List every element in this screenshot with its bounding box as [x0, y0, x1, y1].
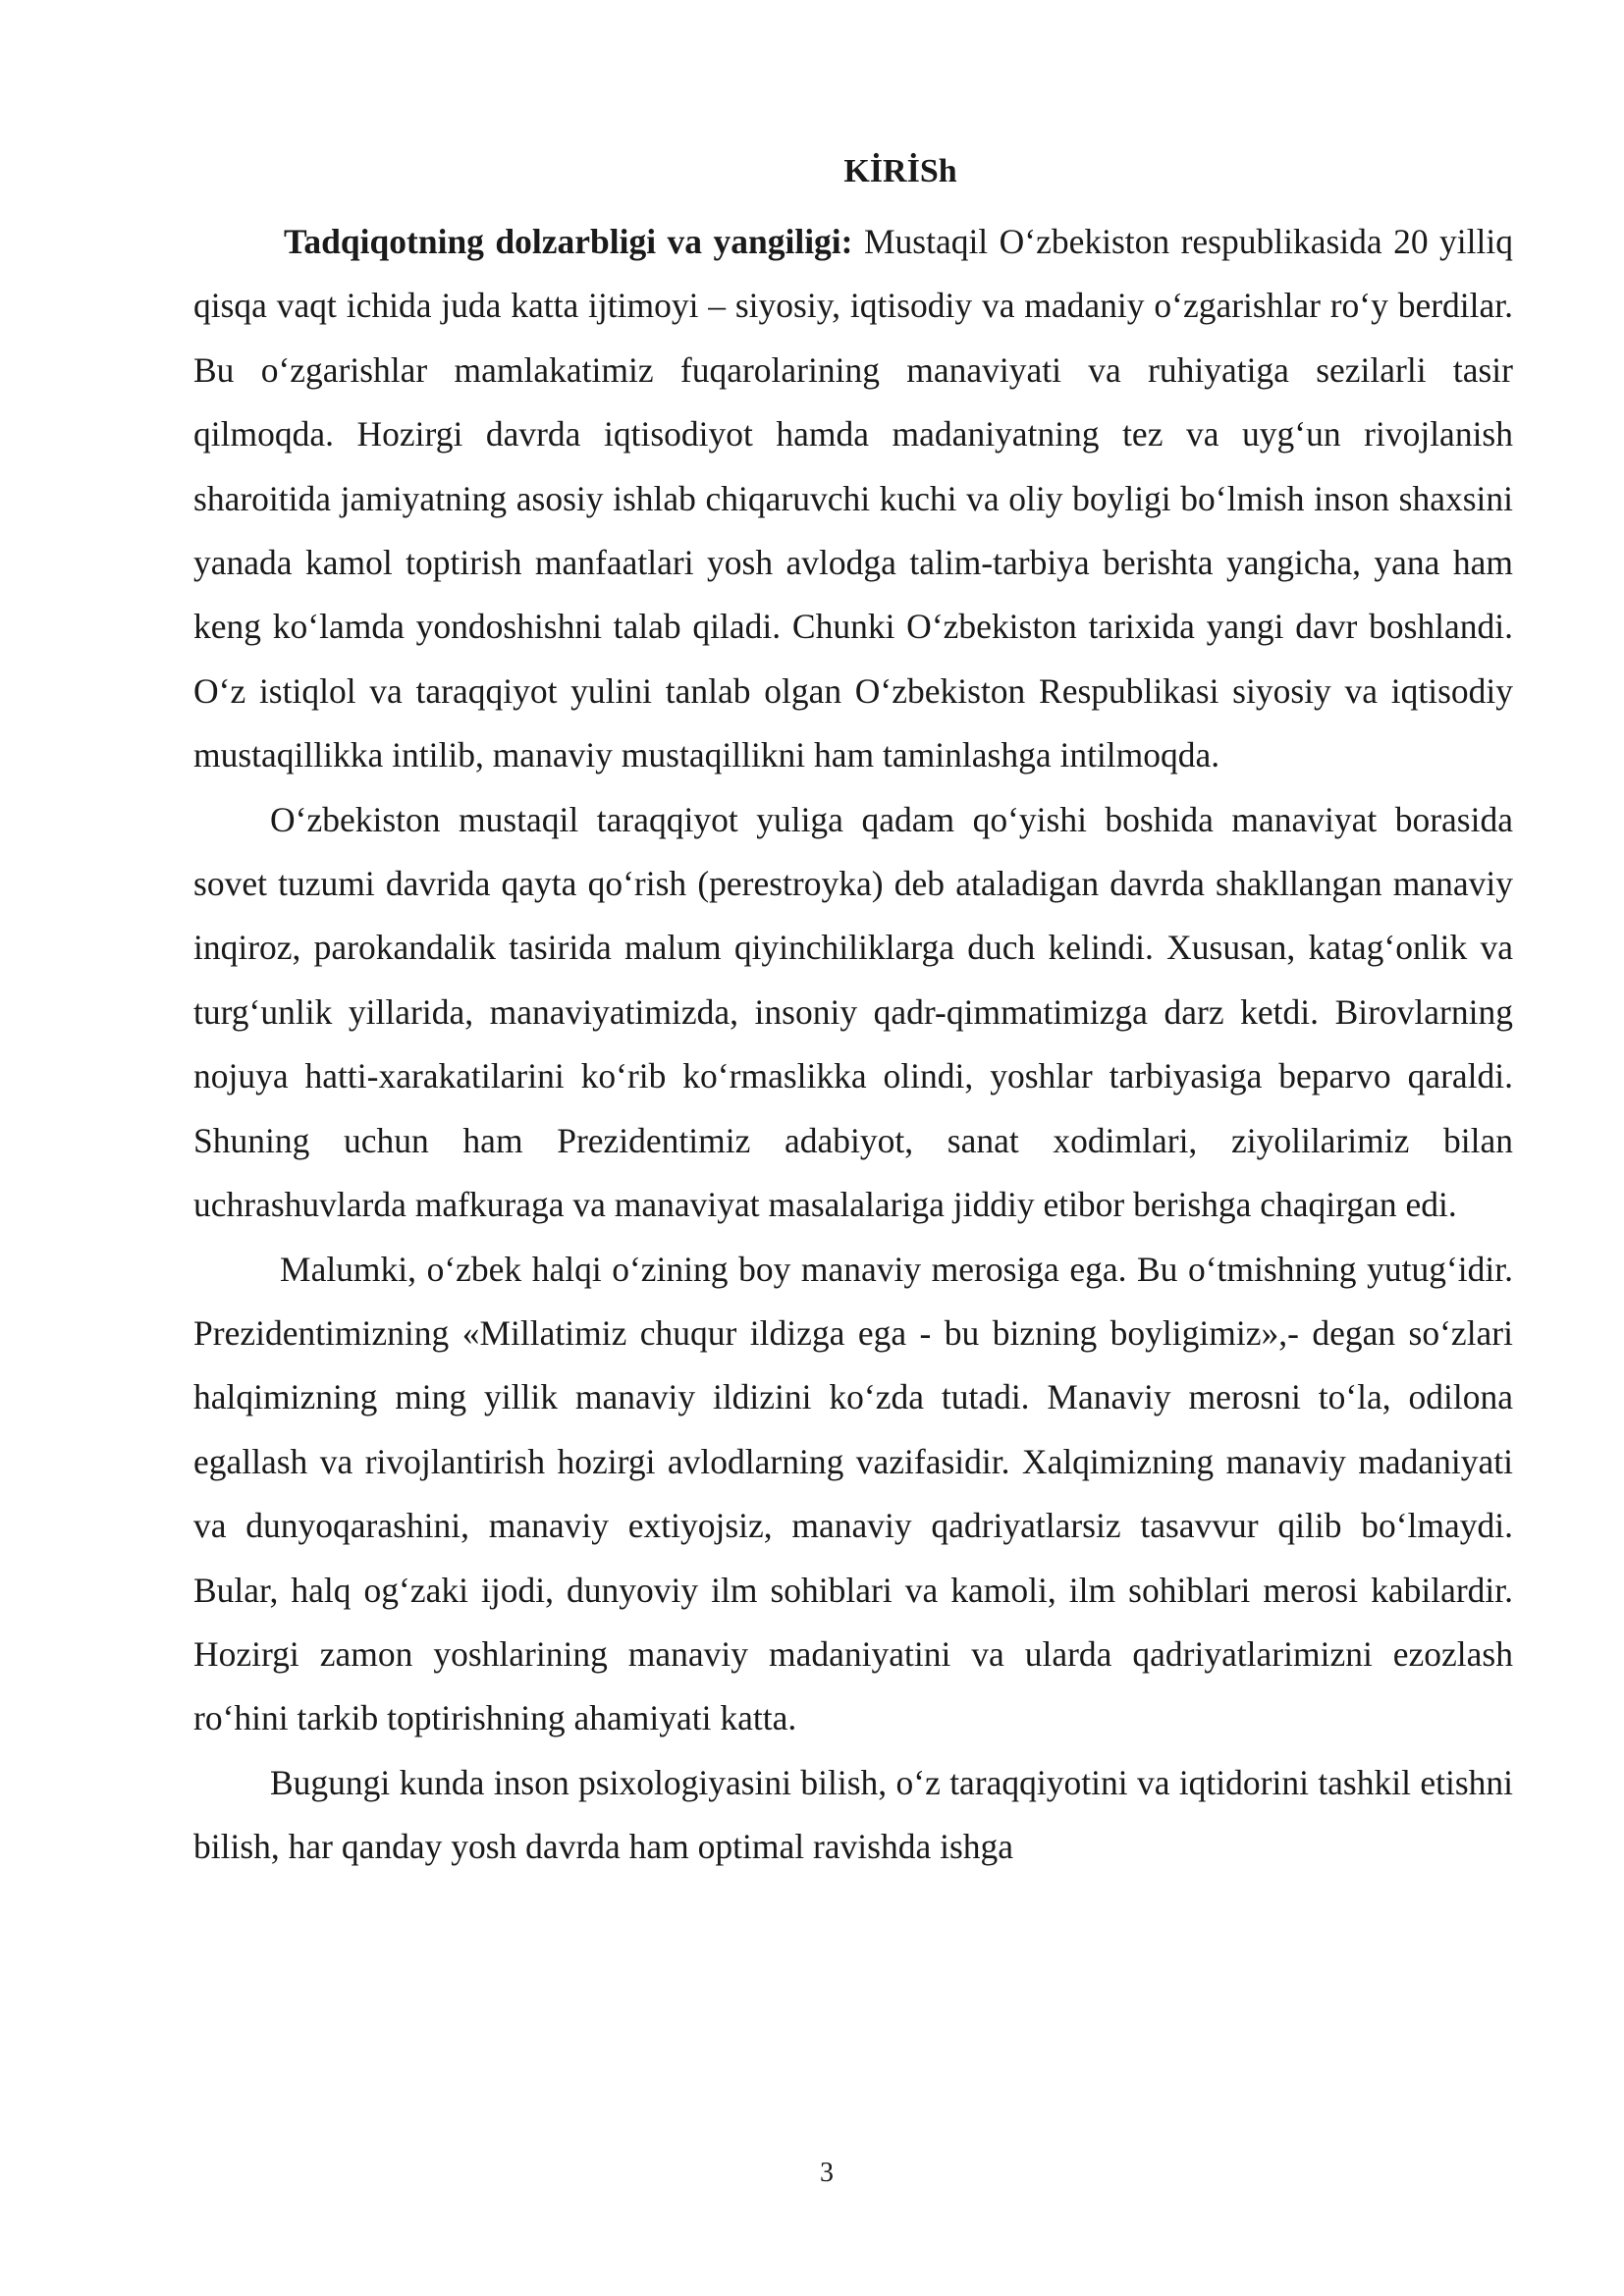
paragraph-4: Bugungi kunda inson psixologiyasini bilish, o‘z taraqqiyotini va iqtidorini tashkil etishni bilish, har qanday yosh davrda ham optimal ravishda ishga [193, 1762, 1513, 1867]
paragraph-2: O‘zbekiston mustaqil taraqqiyot yuliga qadam qo‘yishi boshida manaviyat borasida sovet tuzumi davrida qayta qo‘rish (perestroyka) deb ataladigan davrda shakllangan manaviy inqiroz, parokandalik tasirida malum qiyinchiliklarga duch kelindi. Xususan, katag‘onlik va turg‘unlik yillarida, manaviyatimizda, insoniy qadr-qimmatimizga darz ketdi. Birovlarning nojuya hatti-xarakatilarini ko‘rib ko‘rmaslikka olindi, yoshlar tarbiyasiga beparvo qaraldi. Shuning uchun ham Prezidentimiz adabiyot, sanat xodimlari, ziyolilarimiz bilan uchrashuvlarda mafkuraga va manaviyat masalalariga jiddiy etibor berishga chaqirgan edi. [193, 799, 1513, 1225]
paragraph-1 [193, 210, 1513, 788]
paragraph-3: Malumki, o‘zbek halqi o‘zining boy manaviy merosiga ega. Bu o‘tmishning yutug‘idir. Prezidentimizning «Millatimiz chuqur ildizga ega - bu bizning boyligimiz»,- degan so‘zlari halqimizning ming yillik manaviy ildizini ko‘zda tutadi. Manaviy merosni to‘la, odilona egallash va rivojlantirish hozirgi avlodlarning vazifasidir. Xalqimizning manaviy madaniyati va dunyoqarashini, manaviy extiyojsiz, manaviy qadriyatlarsiz tasavvur qilib bo‘lmaydi. Bular, halq og‘zaki ijodi, dunyoviy ilm sohiblari va kamoli, ilm sohiblari merosi kabilardir. Hozirgi zamon yoshlarining manaviy madaniyatini va ularda qadriyatlarimizni ezozlash ro‘hini tarkib toptirishning ahamiyati katta. [193, 1249, 1513, 1738]
paragraph-1-lead: Tadqiqotning dolzarbligi va yangiligi: [284, 222, 853, 261]
document-body [193, 210, 1513, 1880]
page-number: 3 [820, 2158, 834, 2188]
page-heading: KİRİSh [843, 153, 957, 189]
paragraph-1-text: Mustaqil O‘zbekiston respublikasida 20 yilliq qisqa vaqt ichida juda katta ijtimoyi – siyosiy, iqtisodiy va madaniy o‘zgarishlar ro‘y berdilar. Bu o‘zgarishlar mamlakatimiz fuqarolarining manaviyati va ruhiyatiga sezilarli tasir qilmoqda. Hozirgi davrda iqtisodiyot hamda madaniyatning tez va uyg‘un rivojlanish sharoitida jamiyatning asosiy ishlab chiqaruvchi kuchi va oliy boyligi bo‘lmish inson shaxsini yanada kamol toptirish manfaatlari yosh avlodga talim-tarbiya berishta yangicha, yana ham keng ko‘lamda yondoshishni talab qiladi. Chunki O‘zbekiston tarixida yangi davr boshlandi. O‘z istiqlol va taraqqiyot yulini tanlab olgan O‘zbekiston Respublikasi siyosiy va iqtisodiy mustaqillikka intilib, manaviy mustaqillikni ham taminlashga intilmoqda. [193, 222, 1513, 775]
